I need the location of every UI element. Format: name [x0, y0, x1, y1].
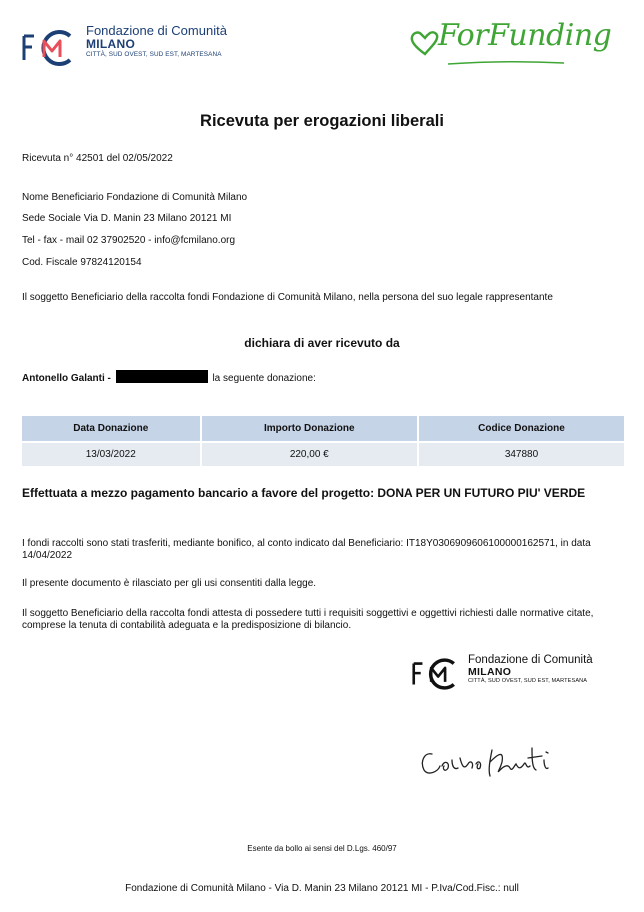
beneficiary-name: Nome Beneficiario Fondazione di Comunità Milano — [22, 192, 248, 203]
stamp-logo — [412, 652, 612, 698]
swoosh-icon — [446, 58, 566, 68]
intro-text: Il soggetto Beneficiario della raccolta fondi Fondazione di Comunità Milano, nella persona del suo legale rappresentante — [22, 292, 553, 303]
header-date: Data Donazione — [22, 416, 201, 442]
project-line: Effettuata a mezzo pagamento bancario a favore del progetto: DONA PER UN FUTURO PIU' VERDE — [22, 486, 586, 500]
redaction-bar — [116, 370, 208, 383]
donor-line — [22, 370, 316, 384]
heart-icon — [410, 30, 440, 56]
header-amount: Importo Donazione — [201, 416, 418, 442]
beneficiary-tax-code: Cod. Fiscale 97824120154 — [22, 257, 142, 268]
donor-name: Antonello Galanti - — [22, 373, 111, 384]
usage-paragraph: Il presente documento è rilasciato per gli usi consentiti dalla legge. — [22, 578, 317, 589]
bollo-note: Esente da bollo ai sensi del D.Lgs. 460/97 — [247, 844, 397, 853]
header-code: Codice Donazione — [418, 416, 624, 442]
signature-icon — [418, 740, 588, 784]
requirements-paragraph: Il soggetto Beneficiario della raccolta fondi attesta di possedere tutti i requisiti soggettivi e oggettivi richiesti dalle normative citate, comprese la tenuta di contabilità adeguata e la predisposizione di bilancio. — [22, 608, 594, 631]
page-footer: Fondazione di Comunità Milano - Via D. Manin 23 Milano 20121 MI - P.Iva/Cod.Fisc.: null — [125, 883, 519, 894]
cell-code: 347880 — [418, 442, 624, 466]
fcm-logo — [22, 22, 262, 74]
fcm-logo-mark-icon — [22, 28, 84, 68]
declaration-heading: dichiara di aver ricevuto da — [244, 336, 400, 350]
table-row — [22, 442, 624, 466]
fcm-logo-name: Fondazione di Comunità — [86, 23, 227, 38]
cell-amount: 220,00 € — [201, 442, 418, 466]
forfunding-logo — [406, 14, 612, 78]
cell-date: 13/03/2022 — [22, 442, 201, 466]
donor-suffix: la seguente donazione: — [212, 373, 316, 384]
stamp-logo-area: CITTÀ, SUD OVEST, SUD EST, MARTESANA — [468, 678, 588, 685]
document-title: Ricevuta per erogazioni liberali — [200, 112, 444, 130]
stamp-logo-city: MILANO — [468, 665, 512, 678]
transfer-paragraph: I fondi raccolti sono stati trasferiti, mediante bonifico, al conto indicato dal Beneficiario: IT18Y0306909606100000162571, in data 14/04/2022 — [22, 538, 591, 561]
fcm-stamp-mark-icon — [412, 656, 466, 692]
fcm-logo-city: MILANO — [86, 37, 136, 52]
fcm-logo-area: CITTÀ, SUD OVEST, SUD EST, MARTESANA — [86, 51, 222, 59]
table-header-row — [22, 416, 624, 442]
forfunding-logo-text: ForFunding — [438, 18, 612, 53]
beneficiary-address: Sede Sociale Via D. Manin 23 Milano 20121 MI — [22, 213, 232, 224]
stamp-logo-name: Fondazione di Comunità — [468, 654, 593, 666]
donation-table — [22, 416, 624, 466]
receipt-number: Ricevuta n° 42501 del 02/05/2022 — [22, 153, 173, 164]
beneficiary-contact: Tel - fax - mail 02 37902520 - info@fcmilano.org — [22, 235, 236, 246]
